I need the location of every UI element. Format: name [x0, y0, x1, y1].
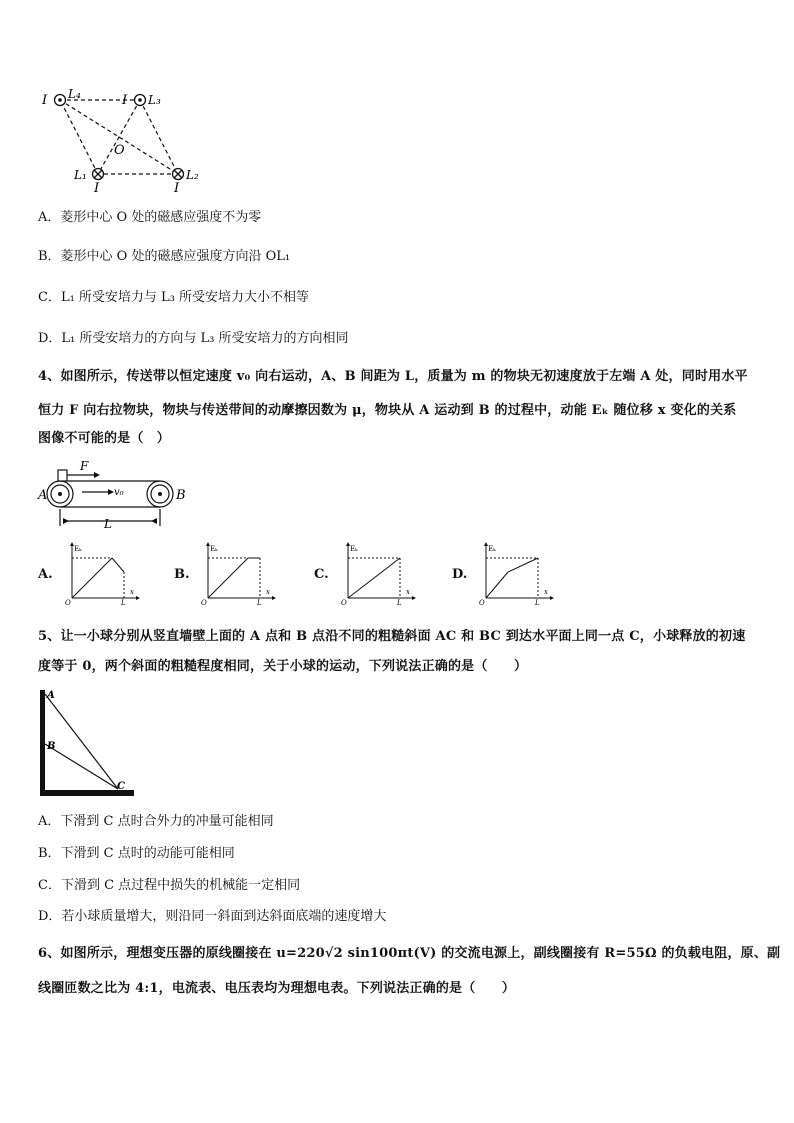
- fig4-label-a: A: [38, 488, 48, 503]
- svg-text:x: x: [406, 588, 410, 596]
- wall-incline-figure: [38, 686, 138, 800]
- svg-text:O: O: [479, 599, 485, 606]
- wire-l2-cross-symbol: [173, 169, 184, 180]
- svg-text:x: x: [130, 588, 134, 596]
- svg-text:O: O: [201, 599, 207, 606]
- fig3-label-i-l1: I: [94, 181, 100, 196]
- q5-option-a: A．下滑到 C 点时合外力的冲量可能相同: [38, 814, 274, 829]
- q3-option-b: B．菱形中心 O 处的磁感应强度方向沿 OL₁: [38, 249, 291, 264]
- q5-stem-line-1: 5、让一小球分别从竖直墙壁上面的 A 点和 B 点沿不同的粗糙斜面 AC 和 BC 到达水平面上同一点 C，小球释放的初速: [38, 629, 746, 644]
- rhombus-wire-figure: [36, 84, 216, 196]
- fig3-label-i-l4: I: [42, 93, 48, 108]
- q5-option-d: D．若小球质量增大，则沿同一斜面到达斜面底端的速度增大: [38, 909, 387, 924]
- fig4-label-b: B: [176, 488, 186, 503]
- q4-graph-letter-b: B.: [174, 567, 190, 582]
- q6-stem-line-2: 线圈匝数之比为 4:1，电流表、电压表均为理想电表。下列说法正确的是（ ）: [38, 981, 516, 996]
- fig4-label-l: L: [104, 517, 112, 530]
- fig4-label-v0: v₀: [114, 487, 124, 498]
- svg-text:Eₖ: Eₖ: [350, 545, 358, 553]
- q4-graph-b: [198, 542, 278, 606]
- q5-option-c: C．下滑到 C 点过程中损失的机械能一定相同: [38, 878, 301, 893]
- q4-graph-d: [476, 542, 556, 606]
- q4-graph-c: [338, 542, 418, 606]
- svg-text:Eₖ: Eₖ: [74, 545, 82, 553]
- q4-stem-line-2: 恒力 F 向右拉物块，物块与传送带间的动摩擦因数为 μ，物块从 A 运动到 B 的过程中，动能 Eₖ 随位移 x 变化的关系: [38, 403, 737, 418]
- fig3-label-l1: L₁: [74, 168, 87, 182]
- fig5-label-b: B: [47, 741, 56, 752]
- svg-text:x: x: [266, 588, 270, 596]
- fig3-label-l4: L₄: [68, 87, 81, 101]
- q5-stem-line-2: 度等于 0，两个斜面的粗糙程度相同，关于小球的运动，下列说法正确的是（ ）: [38, 659, 528, 674]
- fig3-label-i-l2: I: [174, 181, 180, 196]
- fig4-label-f: F: [80, 459, 89, 473]
- svg-text:O: O: [341, 599, 347, 606]
- svg-text:L: L: [397, 599, 402, 606]
- q3-option-a: A．菱形中心 O 处的磁感应强度不为零: [38, 210, 262, 225]
- q4-graph-a: [62, 542, 142, 606]
- q4-graph-letter-d: D.: [452, 567, 468, 582]
- q3-option-c: C．L₁ 所受安培力与 L₃ 所受安培力大小不相等: [38, 290, 310, 305]
- q3-option-d: D．L₁ 所受安培力的方向与 L₃ 所受安培力的方向相同: [38, 331, 349, 346]
- fig5-label-a: A: [47, 690, 55, 701]
- fig3-label-o: O: [114, 143, 125, 158]
- svg-text:Eₖ: Eₖ: [210, 545, 218, 553]
- svg-text:L: L: [257, 599, 262, 606]
- q4-stem-line-3: 图像不可能的是（ ）: [38, 431, 171, 446]
- wire-l4-dot-symbol: [55, 95, 66, 106]
- svg-text:x: x: [544, 588, 548, 596]
- conveyor-belt-figure: [36, 458, 196, 530]
- fig3-label-l2: L₂: [186, 168, 199, 182]
- fig3-label-l3: L₃: [148, 93, 161, 107]
- svg-text:L: L: [121, 599, 126, 606]
- fig5-label-c: C: [117, 781, 125, 792]
- svg-text:L: L: [535, 599, 540, 606]
- wire-l3-dot-symbol: [135, 95, 146, 106]
- q4-stem-line-1: 4、如图所示，传送带以恒定速度 v₀ 向右运动，A、B 间距为 L，质量为 m 的物块无初速度放于左端 A 处，同时用水平: [38, 369, 748, 384]
- wire-l1-cross-symbol: [93, 169, 104, 180]
- q4-graph-letter-a: A.: [38, 567, 53, 582]
- svg-text:O: O: [65, 599, 71, 606]
- q4-graph-letter-c: C.: [314, 567, 329, 582]
- q6-stem-line-1: 6、如图所示，理想变压器的原线圈接在 u=220√2 sin100πt(V) 的交流电源上，副线圈接有 R=55Ω 的负载电阻，原、副: [38, 946, 781, 961]
- q5-option-b: B．下滑到 C 点时的动能可能相同: [38, 846, 235, 861]
- svg-text:Eₖ: Eₖ: [488, 545, 496, 553]
- fig3-label-i-l3: I: [122, 93, 128, 108]
